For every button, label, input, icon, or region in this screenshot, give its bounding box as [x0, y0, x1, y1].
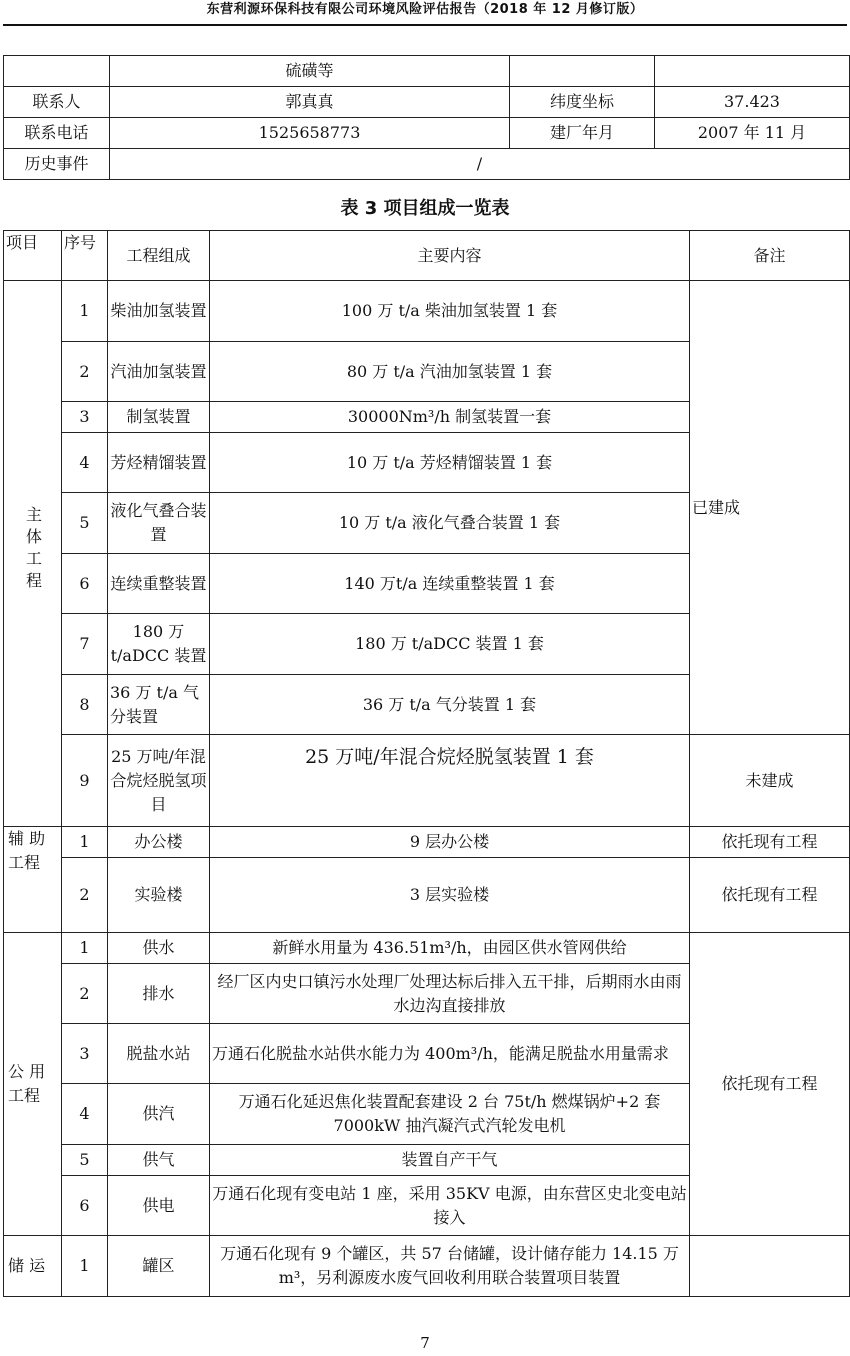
row-content: 10 万 t/a 液化气叠合装置 1 套	[210, 493, 690, 554]
note-built: 已建成	[690, 281, 850, 735]
row-name: 供汽	[108, 1084, 210, 1145]
row-number: 1	[62, 933, 108, 964]
row-content: 100 万 t/a 柴油加氢装置 1 套	[210, 281, 690, 342]
header-cell: 序号	[62, 231, 108, 281]
row-content: 25 万吨/年混合烷烃脱氢装置 1 套	[210, 735, 690, 827]
table-row	[4, 933, 850, 964]
row-name: 实验楼	[108, 858, 210, 933]
row-number: 4	[62, 433, 108, 493]
table-cell: 联系人	[4, 87, 110, 118]
page-number: 7	[420, 1334, 430, 1352]
table-row	[4, 827, 850, 858]
table-row	[4, 56, 850, 87]
row-name: 180 万 t/aDCC 装置	[108, 614, 210, 675]
row-number: 2	[62, 964, 108, 1024]
header-cell: 备注	[690, 231, 850, 281]
row-number: 2	[62, 342, 108, 402]
table-cell: /	[110, 149, 850, 180]
row-content: 3 层实验楼	[210, 858, 690, 933]
row-number: 1	[62, 281, 108, 342]
table-cell	[510, 56, 655, 87]
table-cell: 郭真真	[110, 87, 510, 118]
table-cell	[655, 56, 850, 87]
table-cell: 37.423	[655, 87, 850, 118]
table-cell	[4, 56, 110, 87]
table-cell: 硫磺等	[110, 56, 510, 87]
row-name: 制氢装置	[108, 402, 210, 433]
table-cell: 历史事件	[4, 149, 110, 180]
info-table	[3, 55, 850, 180]
row-content: 经厂区内史口镇污水处理厂处理达标后排入五干排，后期雨水由雨水边沟直接排放	[210, 964, 690, 1024]
table-cell: 纬度坐标	[510, 87, 655, 118]
row-content: 140 万t/a 连续重整装置 1 套	[210, 554, 690, 614]
note-public: 依托现有工程	[690, 933, 850, 1236]
row-number: 3	[62, 1024, 108, 1084]
row-content: 万通石化脱盐水站供水能力为 400m³/h，能满足脱盐水用量需求	[210, 1024, 690, 1084]
row-name: 25 万吨/年混合烷烃脱氢项目	[108, 735, 210, 827]
row-name: 脱盐水站	[108, 1024, 210, 1084]
row-content: 36 万 t/a 气分装置 1 套	[210, 675, 690, 735]
page-header: 东营利源环保科技有限公司环境风险评估报告（2018 年 12 月修订版）	[206, 2, 644, 17]
row-content: 万通石化现有变电站 1 座，采用 35KV 电源，由东营区史北变电站接入	[210, 1176, 690, 1236]
row-number: 9	[62, 735, 108, 827]
group-public: 公 用 工程	[4, 933, 62, 1236]
header-rule	[3, 24, 847, 26]
row-name: 供气	[108, 1145, 210, 1176]
table-cell: 2007 年 11 月	[655, 118, 850, 149]
row-content: 9 层办公楼	[210, 827, 690, 858]
header-cell: 主要内容	[210, 231, 690, 281]
header-cell: 工程组成	[108, 231, 210, 281]
table-row	[4, 1236, 850, 1297]
row-name: 供电	[108, 1176, 210, 1236]
row-name: 排水	[108, 964, 210, 1024]
row-name: 办公楼	[108, 827, 210, 858]
row-number: 5	[62, 493, 108, 554]
group-main: 主体工程	[4, 281, 62, 827]
table-row	[4, 149, 850, 180]
row-note: 依托现有工程	[690, 827, 850, 858]
group-aux: 辅 助 工程	[4, 827, 62, 933]
row-number: 8	[62, 675, 108, 735]
row-name: 供水	[108, 933, 210, 964]
row-number: 6	[62, 554, 108, 614]
row-number: 3	[62, 402, 108, 433]
row-content: 30000Nm³/h 制氢装置一套	[210, 402, 690, 433]
row-number: 6	[62, 1176, 108, 1236]
note-unbuilt: 未建成	[690, 735, 850, 827]
group-storage: 储 运	[4, 1236, 62, 1297]
table-cell: 建厂年月	[510, 118, 655, 149]
row-note: 依托现有工程	[690, 858, 850, 933]
row-content: 10 万 t/a 芳烃精馏装置 1 套	[210, 433, 690, 493]
table-row	[4, 87, 850, 118]
table-cell: 联系电话	[4, 118, 110, 149]
row-name: 连续重整装置	[108, 554, 210, 614]
row-name: 36 万 t/a 气分装置	[108, 675, 210, 735]
row-content: 180 万 t/aDCC 装置 1 套	[210, 614, 690, 675]
table-row	[4, 118, 850, 149]
row-name: 液化气叠合装置	[108, 493, 210, 554]
table-header-row	[4, 231, 850, 281]
row-content: 新鲜水用量为 436.51m³/h，由园区供水管网供给	[210, 933, 690, 964]
row-name: 汽油加氢装置	[108, 342, 210, 402]
table-row	[4, 735, 850, 827]
row-number: 4	[62, 1084, 108, 1145]
table-row	[4, 281, 850, 342]
row-number: 5	[62, 1145, 108, 1176]
row-note	[690, 1236, 850, 1297]
header-cell: 项目	[4, 231, 62, 281]
row-content: 万通石化延迟焦化装置配套建设 2 台 75t/h 燃煤锅炉+2 套 7000kW 抽汽凝汽式汽轮发电机	[210, 1084, 690, 1145]
row-content: 万通石化现有 9 个罐区，共 57 台储罐，设计储存能力 14.15 万 m³，另利源废水废气回收利用联合装置项目装置	[210, 1236, 690, 1297]
row-number: 2	[62, 858, 108, 933]
table-title: 表 3 项目组成一览表	[340, 198, 510, 219]
row-content: 装置自产干气	[210, 1145, 690, 1176]
row-number: 1	[62, 1236, 108, 1297]
row-name: 罐区	[108, 1236, 210, 1297]
table-row	[4, 858, 850, 933]
project-table	[3, 230, 850, 1297]
row-name: 芳烃精馏装置	[108, 433, 210, 493]
row-number: 7	[62, 614, 108, 675]
row-number: 1	[62, 827, 108, 858]
row-name: 柴油加氢装置	[108, 281, 210, 342]
table-cell: 1525658773	[110, 118, 510, 149]
row-content: 80 万 t/a 汽油加氢装置 1 套	[210, 342, 690, 402]
